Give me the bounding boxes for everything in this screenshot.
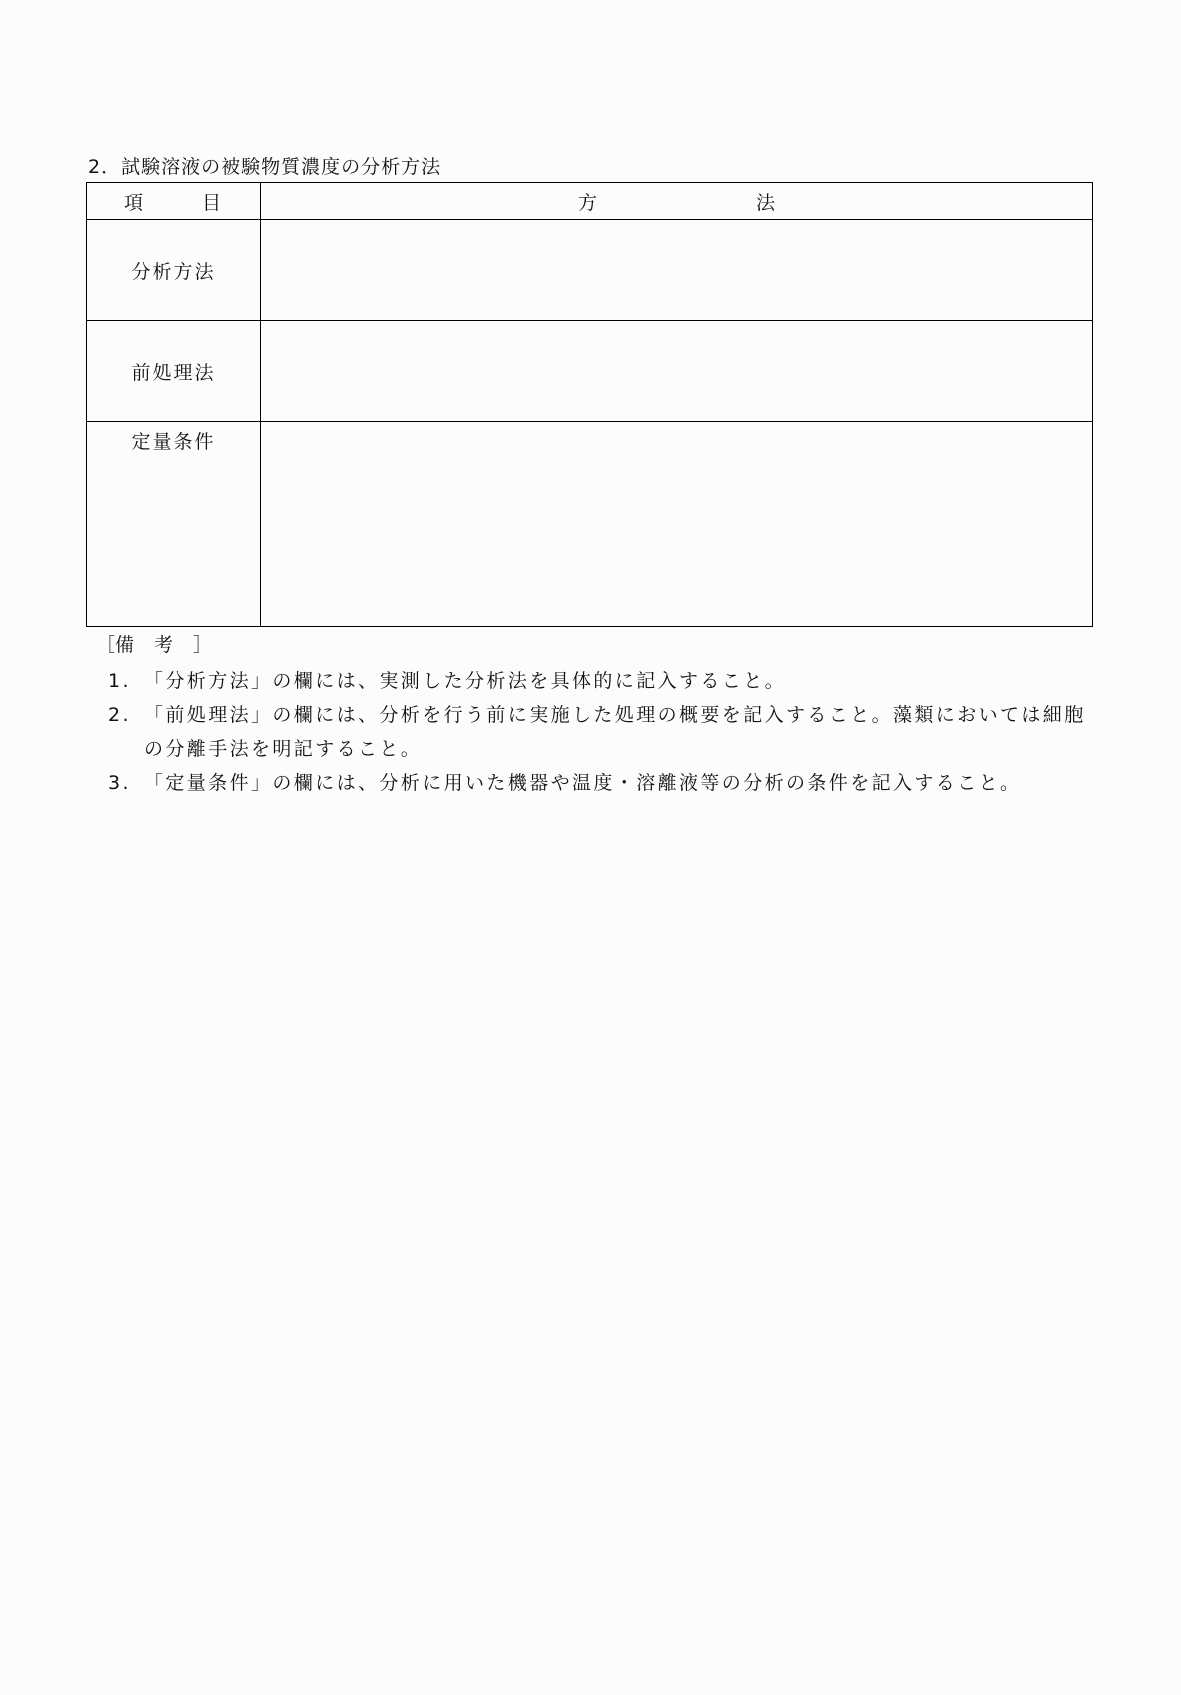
header-method bbox=[261, 183, 1093, 220]
table-header-row bbox=[87, 183, 1093, 220]
bracket-open: ［ bbox=[96, 634, 116, 656]
remarks-title bbox=[96, 630, 212, 657]
header-item-label: 項 目 bbox=[123, 191, 241, 214]
table-row-pretreatment bbox=[87, 321, 1093, 422]
note-item bbox=[108, 664, 1108, 698]
item-cell: 分析方法 bbox=[87, 220, 261, 321]
section-title: 2．試験溶液の被験物質濃度の分析方法 bbox=[88, 156, 442, 178]
note-number: 3. bbox=[108, 772, 131, 794]
bracket-close: ］ bbox=[193, 634, 213, 656]
table-row-analysis-method bbox=[87, 220, 1093, 321]
note-number: 2. bbox=[108, 704, 131, 726]
table-row-quantitation bbox=[87, 422, 1093, 627]
item-cell: 前処理法 bbox=[87, 321, 261, 422]
header-item bbox=[87, 183, 261, 220]
method-cell-quantitation[interactable] bbox=[261, 422, 1093, 627]
note-text: 「定量条件」の欄には、分析に用いた機器や温度・溶離液等の分析の条件を記入すること。 bbox=[144, 772, 1022, 794]
method-cell-pretreatment[interactable] bbox=[261, 321, 1093, 422]
note-item bbox=[108, 766, 1108, 800]
header-method-label: 方 法 bbox=[577, 191, 845, 214]
remarks-title-label: 備考 bbox=[115, 634, 194, 656]
item-cell: 定量条件 bbox=[87, 422, 261, 627]
note-number: 1. bbox=[108, 670, 131, 692]
method-cell-analysis[interactable] bbox=[261, 220, 1093, 321]
note-text: 「前処理法」の欄には、分析を行う前に実施した処理の概要を記入すること。藻類においては細胞の分離手法を明記すること。 bbox=[144, 704, 1086, 760]
note-text: 「分析方法」の欄には、実測した分析法を具体的に記入すること。 bbox=[144, 670, 787, 692]
analysis-method-table bbox=[86, 182, 1093, 627]
note-item bbox=[108, 698, 1108, 766]
remarks-notes bbox=[108, 664, 1108, 800]
